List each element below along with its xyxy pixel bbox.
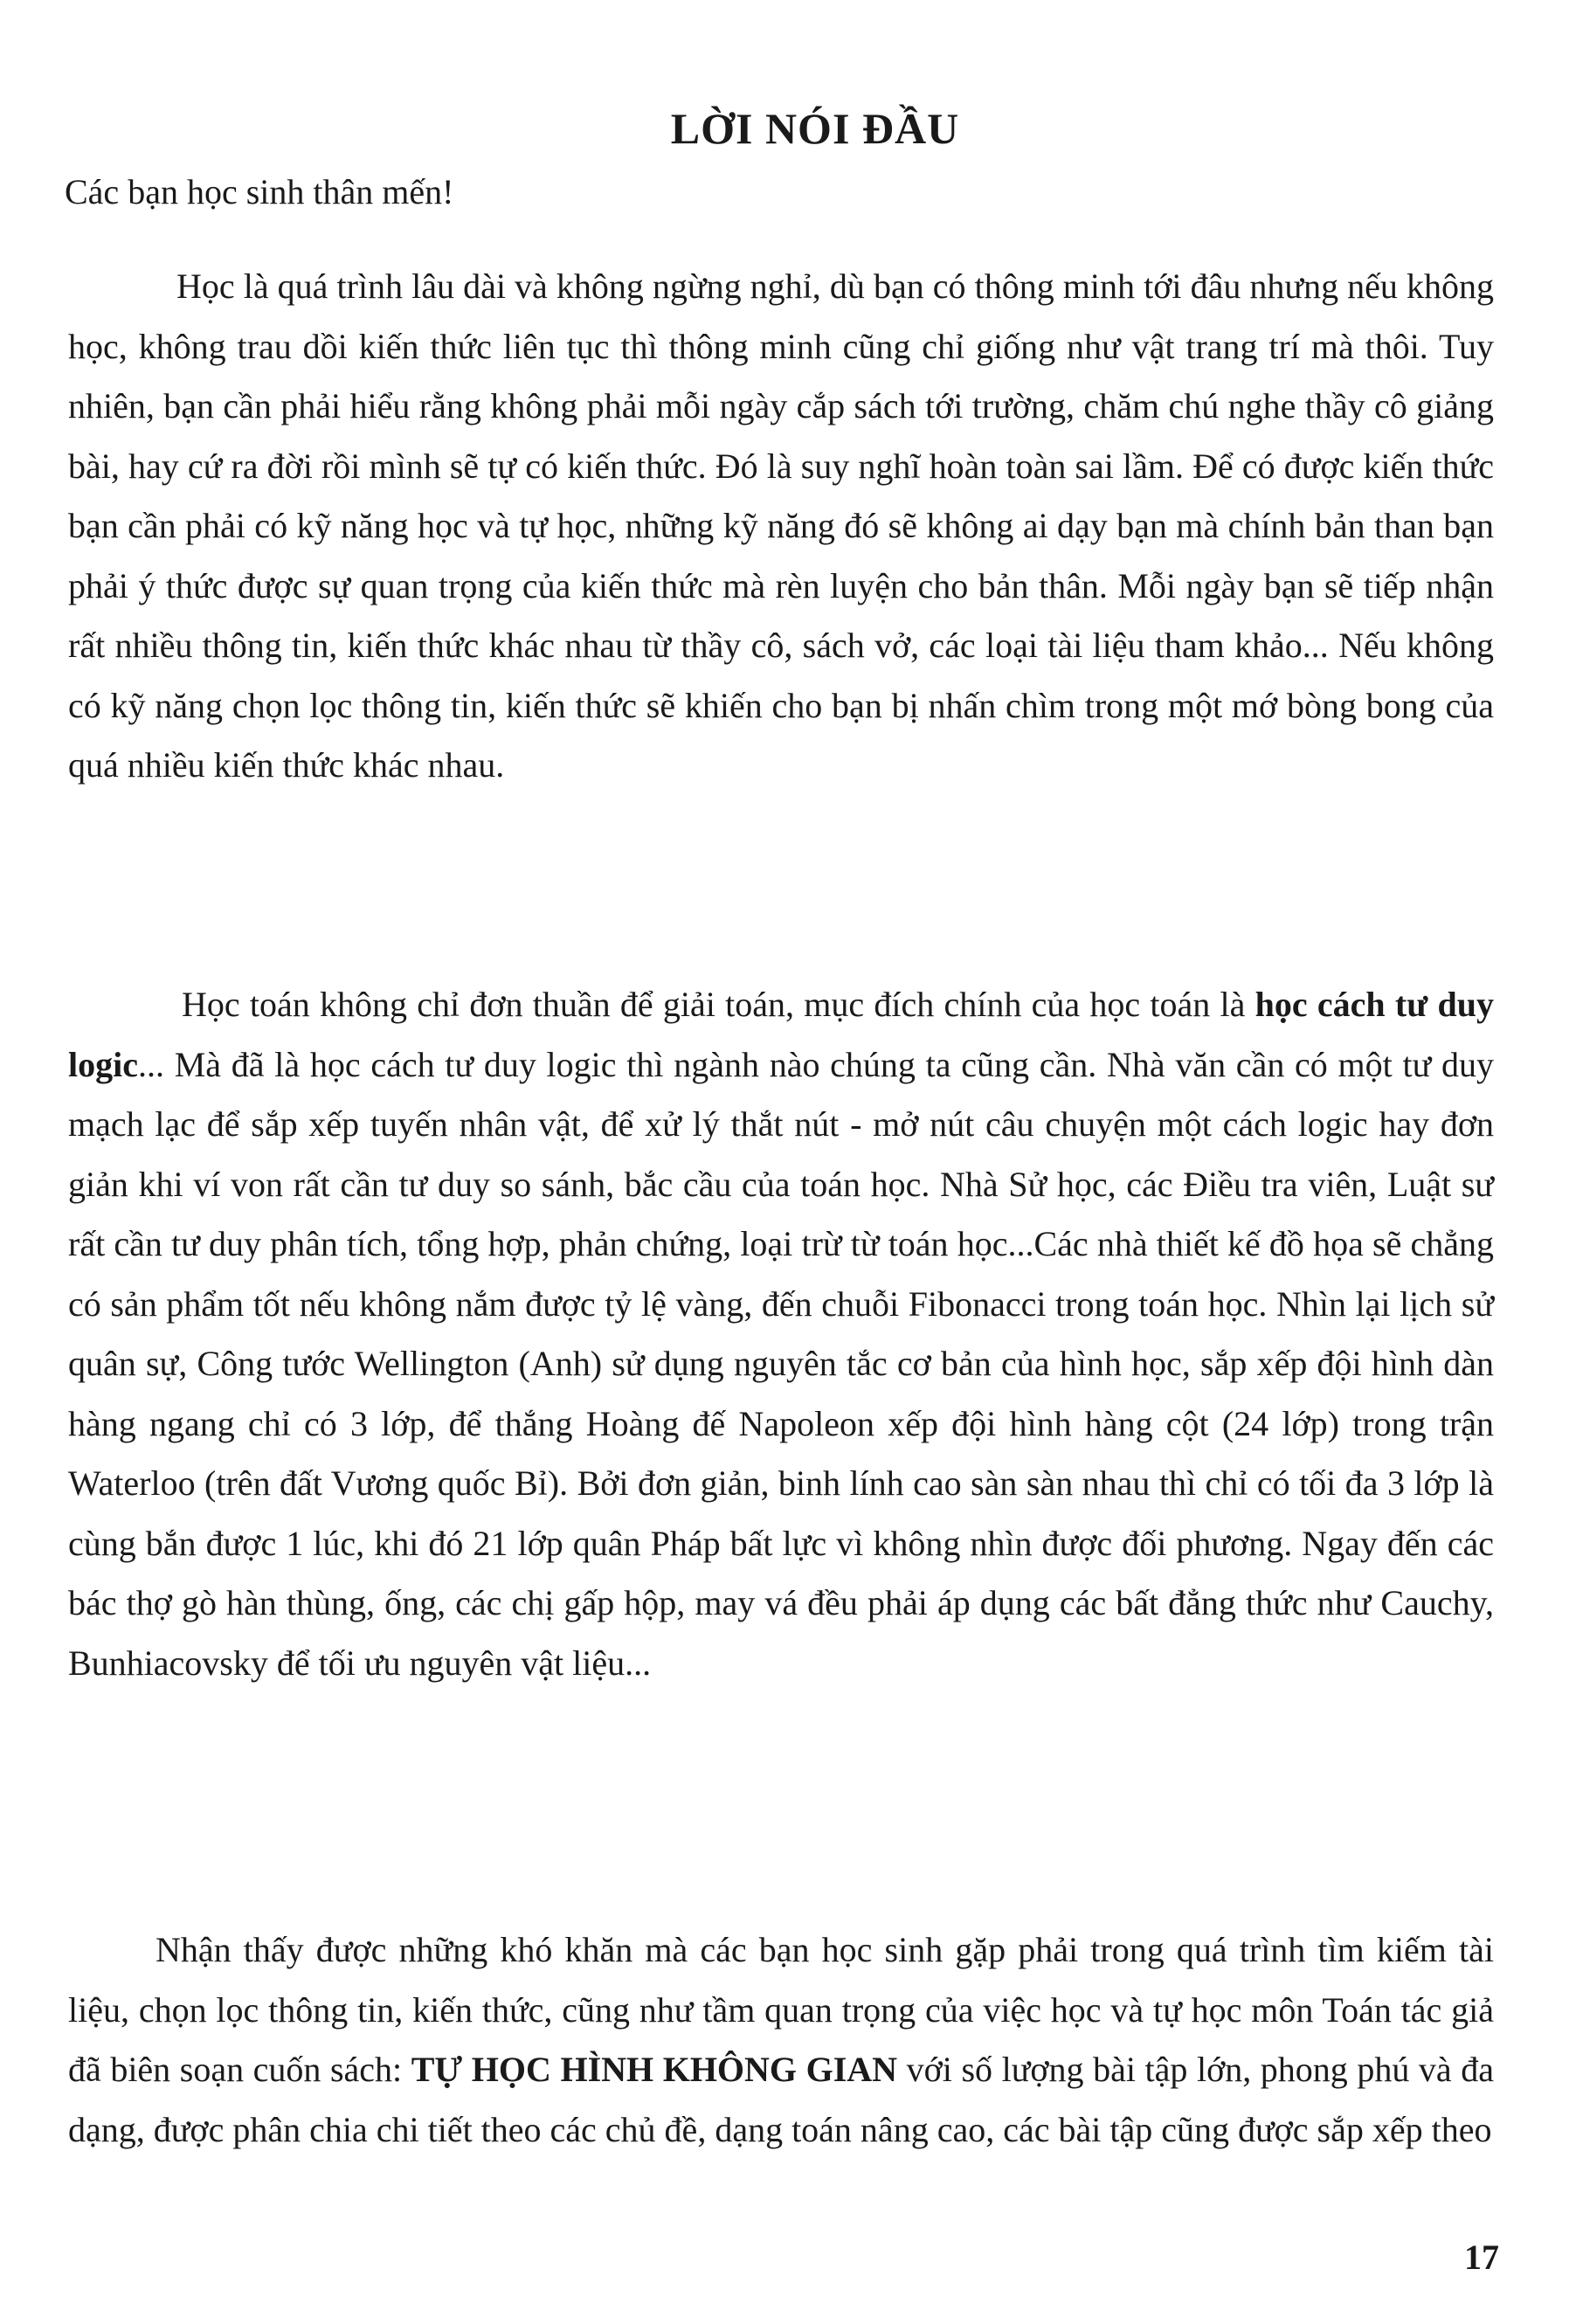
paragraph-3-text-before: Nhận thấy được những khó khăn mà các bạn học sinh gặp phải trong quá trình tìm kiếm tài liệu, chọn lọc thông tin, kiến thức, cũng như tầm quan trọng của việc học và tự học môn Toán tác giả đã biên soạn cuốn sách: bbox=[68, 1930, 1494, 2089]
paragraph-3 bbox=[68, 1920, 1494, 2160]
paragraph-2-text-before: Học toán không chỉ đơn thuần để giải toán, mục đích chính của học toán là bbox=[182, 985, 1255, 1024]
book-title: TỰ HỌC HÌNH KHÔNG GIAN bbox=[411, 2050, 898, 2089]
paragraph-2-bold-phrase: học cách tư duy logic bbox=[68, 985, 1495, 1084]
paragraph-3-text-after: với số lượng bài tập lớn, phong phú và đa dạng, được phân chia chi tiết theo các chủ đề, dạng toán nâng cao, các bài tập cũng được sắp xếp theo bbox=[68, 2050, 1494, 2149]
page-number: 17 bbox=[1464, 2238, 1499, 2277]
paragraph-2-text-after: ... Mà đã là học cách tư duy logic thì ngành nào chúng ta cũng cần. Nhà văn cần có một tư duy mạch lạc để sắp xếp tuyến nhân vật, để xử lý thắt nút - mở nút câu chuyện một cách logic hay đơn giản khi ví von rất cần tư duy so sánh, bắc cầu của toán học. Nhà Sử học, các Điều tra viên, Luật sư rất cần tư duy phân tích, tổng hợp, phản chứng, loại trừ từ toán học...Các nhà thiết kế đồ họa sẽ chẳng có sản phẩm tốt nếu không nắm được tỷ lệ vàng, đến chuỗi Fibonacci trong toán học. Nhìn lại lịch sử quân sự, Công tước Wellington (Anh) sử dụng nguyên tắc cơ bản của hình học, sắp xếp đội hình dàn hàng ngang chỉ có 3 lớp, để thắng Hoàng đế Napoleon xếp đội hình hàng cột (24 lớp) trong trận Waterloo (trên đất Vương quốc Bỉ). Bởi đơn giản, binh lính cao sàn sàn nhau thì chỉ có tối đa 3 lớp là cùng bắn được 1 lúc, khi đó 21 lớp quân Pháp bất lực vì không nhìn được đối phương. Ngay đến các bác thợ gò hàn thùng, ống, các chị gấp hộp, may vá đều phải áp dụng các bất đẳng thức như Cauchy, Bunhiacovsky để tối ưu nguyên vật liệu... bbox=[68, 1044, 1494, 1683]
paragraph-2 bbox=[68, 975, 1494, 1693]
greeting: Các bạn học sinh thân mến! bbox=[65, 172, 454, 211]
page-title: LỜI NÓI ĐẦU bbox=[670, 104, 960, 153]
paragraph-1: Học là quá trình lâu dài và không ngừng nghỉ, dù bạn có thông minh tới đâu nhưng nếu không học, không trau dồi kiến thức liên tục thì thông minh cũng chỉ giống như vật trang trí mà thôi. Tuy nhiên, bạn cần phải hiểu rằng không phải mỗi ngày cắp sách tới trường, chăm chú nghe thầy cô giảng bài, hay cứ ra đời rồi mình sẽ tự có kiến thức. Đó là suy nghĩ hoàn toàn sai lầm. Để có được kiến thức bạn cần phải có kỹ năng học và tự học, những kỹ năng đó sẽ không ai dạy bạn mà chính bản than bạn phải ý thức được sự quan trọng của kiến thức mà rèn luyện cho bản thân. Mỗi ngày bạn sẽ tiếp nhận rất nhiều thông tin, kiến thức khác nhau từ thầy cô, sách vở, các loại tài liệu tham khảo... Nếu không có kỹ năng chọn lọc thông tin, kiến thức sẽ khiến cho bạn bị nhấn chìm trong một mớ bòng bong của quá nhiều kiến thức khác nhau. bbox=[68, 266, 1494, 785]
